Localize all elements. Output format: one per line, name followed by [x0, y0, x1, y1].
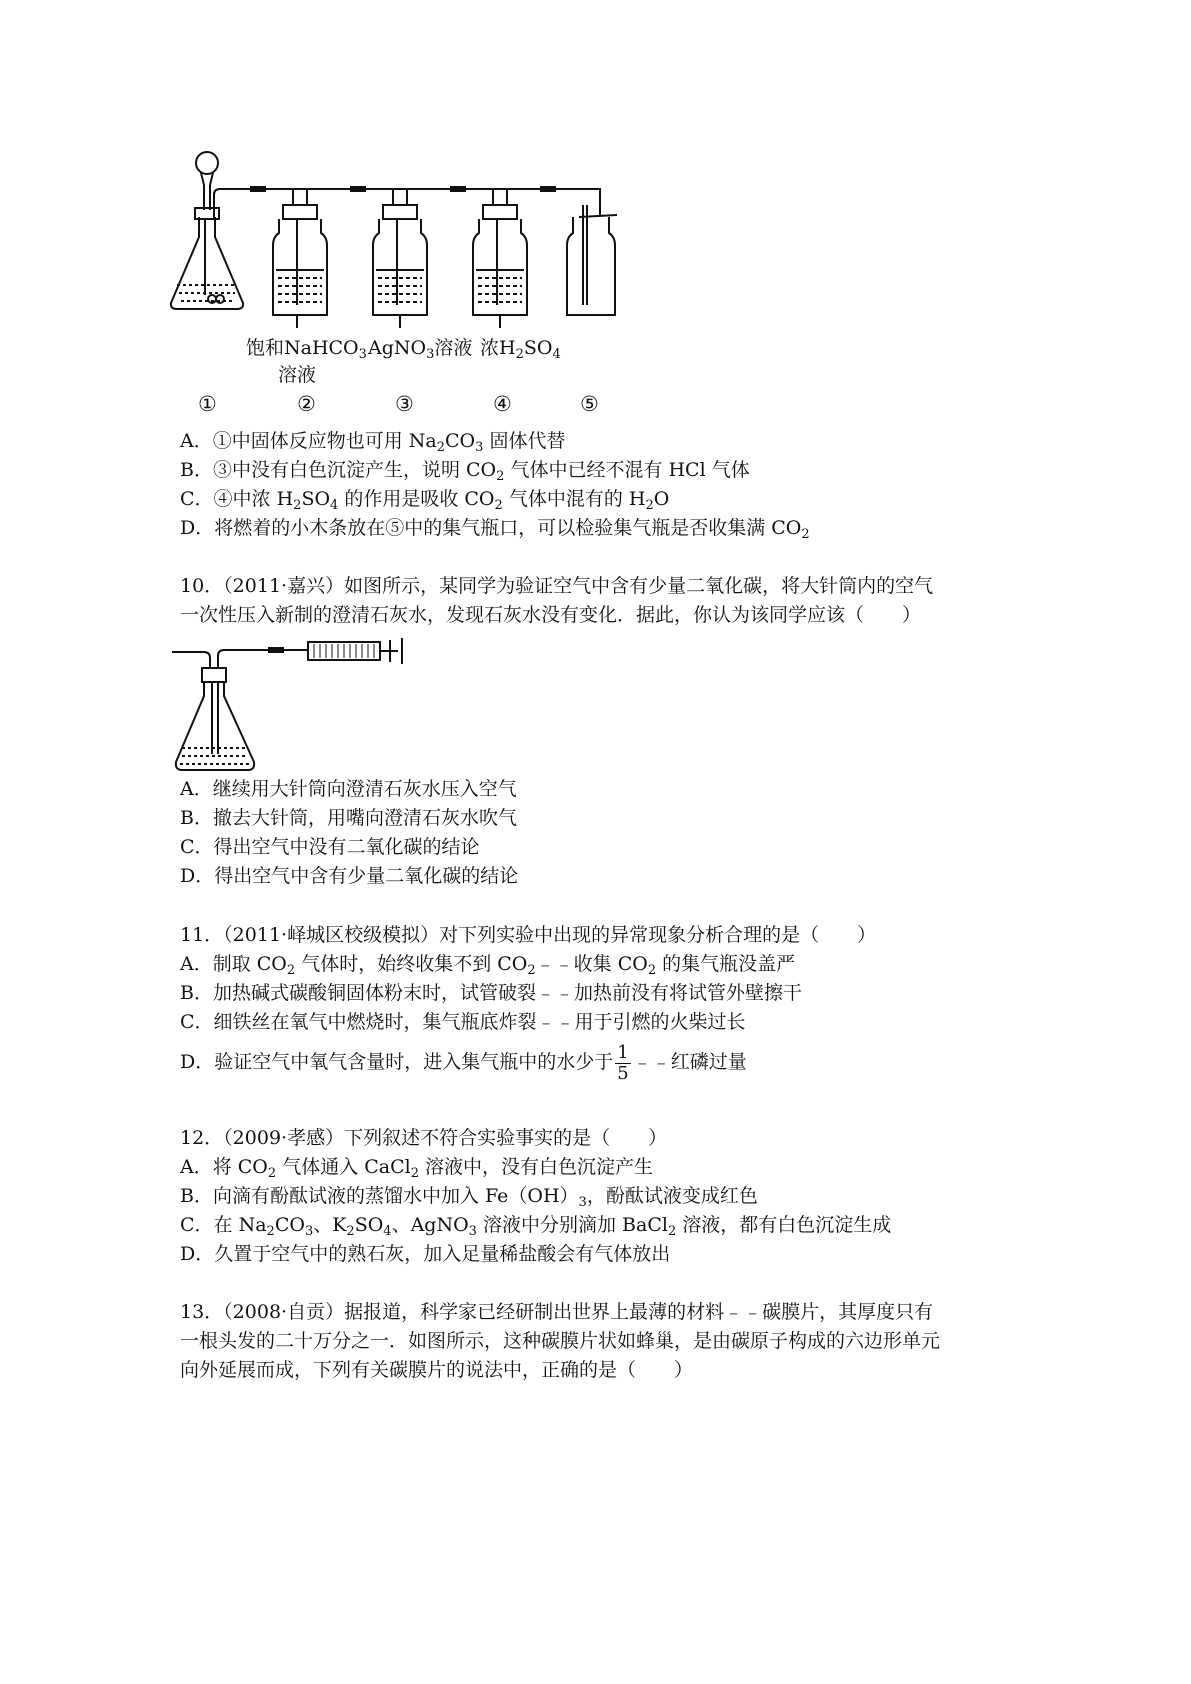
q11-option-c: C．细铁丝在氧气中燃烧时，集气瓶底炸裂﹣﹣用于引燃的火柴过长 [180, 1011, 746, 1033]
q10-stem-line-1: 10．（2011·嘉兴）如图所示，某同学为验证空气中含有少量二氧化碳，将大针筒内的空气 [180, 575, 934, 597]
subscript: 2 [266, 1224, 275, 1239]
fraction-one-fifth [615, 1043, 630, 1084]
apparatus-number-3: ③ [395, 392, 414, 416]
subscript: 2 [346, 1224, 355, 1239]
q9-option-a: A．①中固体反应物也可用 $Na_2CO_3$ 固体代替 [180, 430, 566, 455]
q13-stem-line-1: 13．（2008·自贡）据报道，科学家已经研制出世界上最薄的材料﹣﹣碳膜片，其厚度只有 [180, 1301, 934, 1323]
apparatus-diagram-1 [165, 145, 625, 420]
q11-option-b: B．加热碱式碳酸铜固体粉末时，试管破裂﹣﹣加热前没有将试管外壁擦干 [180, 982, 802, 1004]
subscript: 3 [304, 1224, 314, 1239]
label-bottle-2-line2: 溶液 [278, 364, 317, 386]
subscript: 3 [578, 1195, 587, 1210]
subscript: 4 [383, 1224, 392, 1239]
q10-option-d: D．得出空气中含有少量二氧化碳的结论 [180, 865, 519, 887]
q11-option-d [180, 1040, 747, 1084]
subscript: 2 [801, 527, 810, 542]
subscript: 2 [293, 498, 302, 513]
q11-option-a: A．制取 $CO_2$ 气体时，始终收集不到 $CO_2﹣﹣$收集 $CO_2$ 的集气瓶没盖严 [180, 953, 796, 978]
subscript: 3 [468, 1224, 477, 1239]
q11-stem: 11．（2011·峄城区校级模拟）对下列实验中出现的异常现象分析合理的是（ ） [180, 924, 877, 946]
q9-option-c: C．④中浓 $H_2SO_4$ 的作用是吸收 $CO_2$ 气体中混有的 $H_2O$ [180, 488, 670, 513]
label-bottle-3: AgNO$_3$溶液 [368, 337, 473, 362]
apparatus-number-5: ⑤ [580, 392, 599, 416]
q13-stem-line-2: 一根头发的二十万分之一．如图所示，这种碳膜片状如蜂巢，是由碳原子构成的六边形单元 [180, 1330, 941, 1352]
subscript: 2 [494, 498, 503, 513]
subscript: 2 [436, 440, 445, 455]
subscript: 2 [410, 1166, 420, 1181]
q13-stem-line-3: 向外延展而成，下列有关碳膜片的说法中，正确的是（ ） [180, 1359, 694, 1381]
apparatus-diagram-2 [168, 630, 413, 775]
q11-option-d-text: D．验证空气中氧气含量时，进入集气瓶中的水少于 [180, 1051, 614, 1073]
apparatus-number-1: ① [198, 392, 217, 416]
subscript: 2 [667, 1224, 677, 1239]
q10-option-b: B．撤去大针筒，用嘴向澄清石灰水吹气 [180, 807, 517, 829]
subscript: 2 [286, 963, 296, 978]
q12-option-a: A．将 $CO_2$ 气体通入 CaCl$_2$ 溶液中，没有白色沉淀产生 [180, 1156, 654, 1181]
q9-option-b: B．③中没有白色沉淀产生，说明 $CO_2$ 气体中已经不混有 HCl 气体 [180, 459, 750, 484]
subscript: 2 [496, 469, 505, 484]
q10-option-c: C．得出空气中没有二氧化碳的结论 [180, 836, 480, 858]
apparatus-number-2: ② [297, 392, 316, 416]
apparatus-number-4: ④ [493, 392, 512, 416]
subscript: 3 [358, 347, 367, 362]
q9-option-d: D．将燃着的小木条放在⑤中的集气瓶口，可以检验集气瓶是否收集满 $CO_2$ [180, 517, 810, 542]
fraction-denominator: 5 [617, 1062, 629, 1084]
subscript: 2 [267, 1166, 277, 1181]
q10-option-a: A．继续用大针筒向澄清石灰水压入空气 [180, 778, 517, 800]
subscript: 2 [527, 963, 536, 978]
q12-option-d: D．久置于空气中的熟石灰，加入足量稀盐酸会有气体放出 [180, 1243, 671, 1265]
subscript: 3 [426, 347, 435, 362]
q12-option-b: B．向滴有酚酞试液的蒸馏水中加入 $Fe(OH)_3$，酚酞试液变成红色 [180, 1185, 758, 1210]
fraction-numerator: 1 [617, 1041, 629, 1063]
q10-stem-line-2: 一次性压入新制的澄清石灰水，发现石灰水没有变化．据此，你认为该同学应该（ ） [180, 604, 922, 626]
subscript: 2 [515, 347, 524, 362]
label-bottle-2: 饱和NaHCO$_3$ [246, 337, 367, 362]
subscript: 4 [552, 347, 561, 362]
subscript: 3 [475, 440, 484, 455]
subscript: 2 [647, 963, 657, 978]
q12-option-c: C．在 $Na_2CO_3$、$K_2SO_4$、AgNO$_3$ 溶液中分别滴加 BaCl$_2$ 溶液，都有白色沉淀生成 [180, 1214, 892, 1239]
subscript: 4 [330, 498, 339, 513]
subscript: 2 [645, 498, 654, 513]
q12-stem: 12．（2009·孝感）下列叙述不符合实验事实的是（ ） [180, 1127, 668, 1149]
label-bottle-4: 浓$H_2SO_4$ [480, 337, 561, 362]
q11-option-d-cause: ﹣﹣红磷过量 [632, 1051, 747, 1073]
